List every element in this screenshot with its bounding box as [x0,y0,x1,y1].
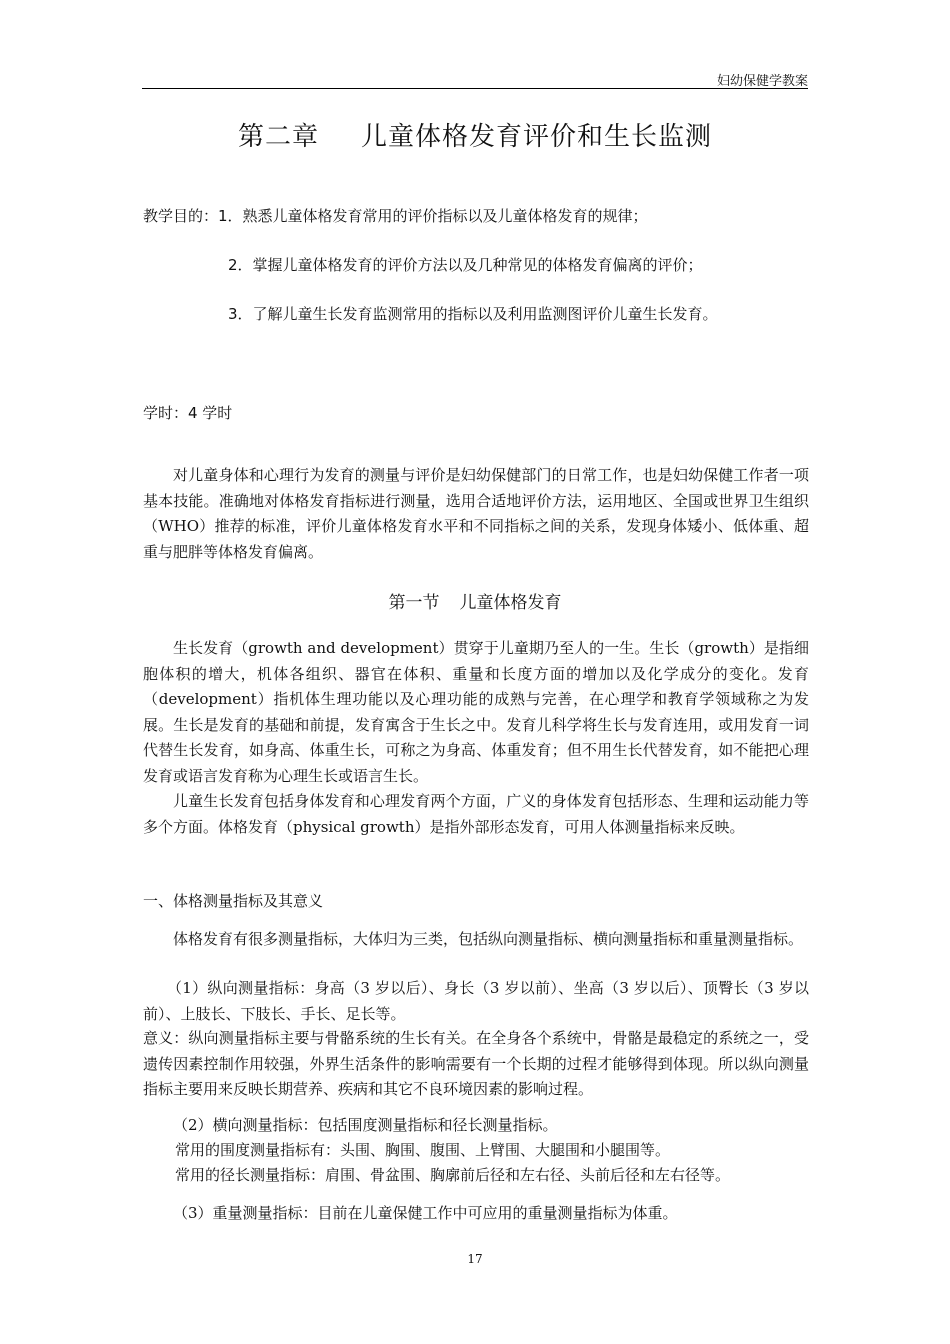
objective-2: 2．掌握儿童体格发育的评价方法以及几种常见的体格发育偏离的评价； [228,256,703,274]
longitudinal-indicators: （1）纵向测量指标：身高（3 岁以后）、身长（3 岁以前）、坐高（3 岁以后）、顶臀长（3 岁以前）、上肢长、下肢长、手长、足长等。 [143,979,809,1023]
growth-definition-paragraph: 生长发育（growth and development）贯穿于儿童期乃至人的一生。生长（growth）是指细胞体积的增大，机体各组织、器官在体积、重量和长度方面的增加以及化学成分的变化。发育（development）指机体生理功能以及心理功能的成熟与完善，在心理学和教育学领域称之为发展。生长是发育的基础和前提，发育寓含于生长之中。发育儿科学将生长与发育连用，或用发育一词代替生长发育，如身高、体重生长，可称之为身高、体重发育；但不用生长代替发育，如不能把心理发育或语言发育称为心理生长或语言生长。 [143,639,809,785]
objective-text: 1．熟悉儿童体格发育常用的评价指标以及儿童体格发育的规律； [218,207,648,225]
header-divider [142,88,808,89]
intro-paragraph: 对儿童身体和心理行为发育的测量与评价是妇幼保健部门的日常工作，也是妇幼保健工作者一项基本技能。准确地对体格发育指标进行测量，选用合适地评价方法，运用地区、全国或世界卫生组织（WHO）推荐的标准，评价儿童体格发育水平和不同指标之间的关系，发现身体矮小、低体重、超重与肥胖等体格发育偏离。 [143,466,809,561]
section-name: 儿童体格发育 [459,593,562,613]
longitudinal-meaning: 意义：纵向测量指标主要与骨骼系统的生长有关。在全身各个系统中，骨骼是最稳定的系统之一，受遗传因素控制作用较强，外界生活条件的影响需要有一个长期的过程才能够得到体现。所以纵向测量指标主要用来反映长期营养、疾病和其它不良环境因素的影响过程。 [143,1029,809,1098]
diameter-indicators: 常用的径长测量指标：肩围、骨盆围、胸廓前后径和左右径、头前后径和左右径等。 [175,1166,731,1184]
subsection-title: 一、体格测量指标及其意义 [143,892,324,910]
chapter-name: 儿童体格发育评价和生长监测 [361,122,713,152]
indicators-intro-paragraph: 体格发育有很多测量指标，大体归为三类，包括纵向测量指标、横向测量指标和重量测量指标。 [173,930,804,948]
section-number: 第一节 [388,593,440,613]
objective-1 [143,205,648,226]
weight-indicators: （3）重量测量指标：目前在儿童保健工作中可应用的重量测量指标为体重。 [173,1204,678,1222]
class-hours: 学时：4 学时 [143,404,233,422]
section-title [0,588,950,613]
chapter-number: 第二章 [237,122,319,152]
physical-growth-paragraph: 儿童生长发育包括身体发育和心理发育两个方面，广义的身体发育包括形态、生理和运动能力等多个方面。体格发育（physical growth）是指外部形态发育，可用人体测量指标来反映。 [143,792,809,836]
transverse-indicators: （2）横向测量指标：包括围度测量指标和径长测量指标。 [173,1116,558,1134]
running-header: 妇幼保健学教案 [716,74,808,89]
girth-indicators: 常用的围度测量指标有：头围、胸围、腹围、上臂围、大腿围和小腿围等。 [175,1141,671,1159]
page-number: 17 [467,1252,483,1266]
objectives-label: 教学目的： [143,207,219,225]
chapter-title [0,116,950,153]
objective-3: 3．了解儿童生长发育监测常用的指标以及利用监测图评价儿童生长发育。 [228,305,718,323]
